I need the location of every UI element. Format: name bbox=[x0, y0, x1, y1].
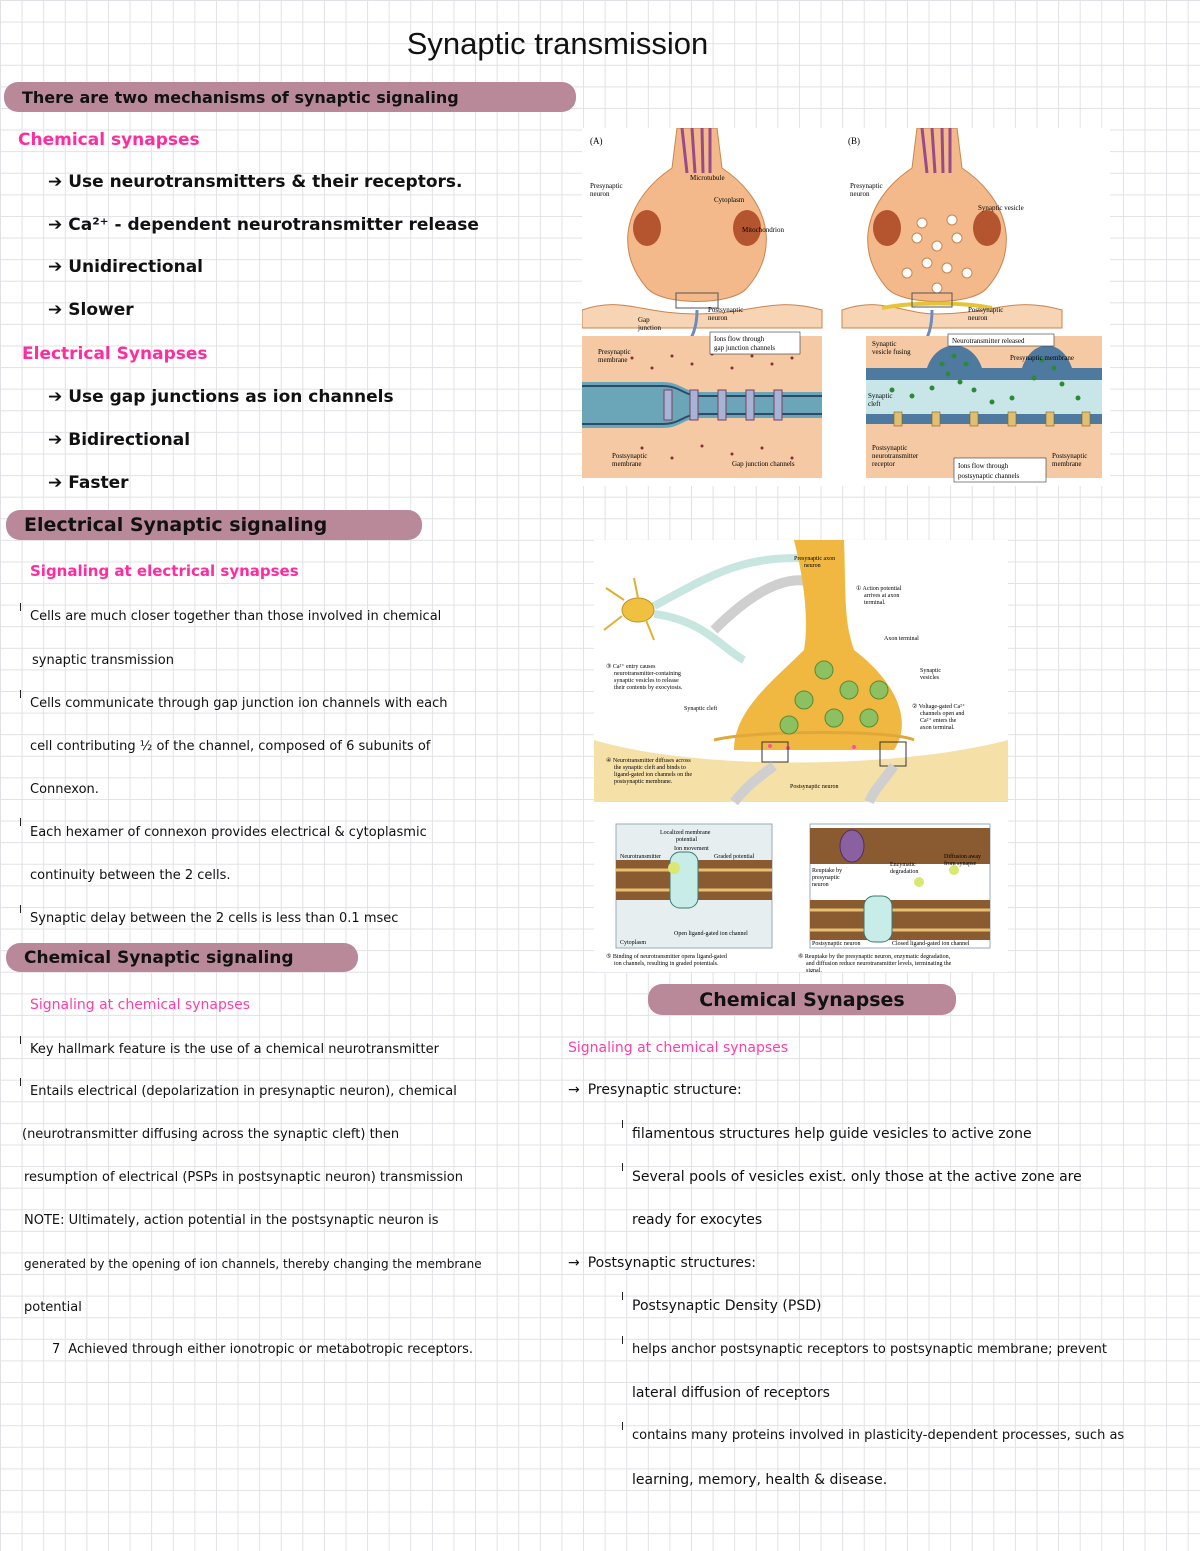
inset-ion-channel-closed bbox=[810, 824, 990, 948]
label-reuptake: Reuptake by bbox=[812, 868, 843, 874]
svg-text:neuron: neuron bbox=[812, 882, 829, 888]
label-presynaptic-b: Presynaptic bbox=[850, 182, 883, 190]
label-step5: ⑤ Binding of neurotransmitter opens ligand-gated bbox=[606, 954, 727, 960]
label-synaptic-vesicle: Synaptic vesicle bbox=[978, 204, 1024, 212]
bullet-tick bbox=[20, 1036, 21, 1044]
label-ions-flow-a: Ions flow through bbox=[714, 335, 765, 343]
arrow-icon: ➔ bbox=[48, 387, 63, 407]
list-item: ➔ Use gap junctions as ion channels bbox=[48, 387, 394, 407]
text-line: resumption of electrical (PSPs in postsynaptic neuron) transmission bbox=[24, 1170, 463, 1185]
label-receptor: Postsynaptic bbox=[872, 444, 908, 452]
svg-text:degradation: degradation bbox=[890, 869, 919, 875]
electrical-signaling-heading: Electrical Synaptic signaling bbox=[24, 514, 328, 536]
arrow-icon: ➔ bbox=[48, 215, 63, 235]
bullet-tick bbox=[622, 1163, 623, 1171]
intro-heading-pill bbox=[4, 82, 576, 112]
label-diffusion: Diffusion away bbox=[944, 854, 982, 860]
svg-text:receptor: receptor bbox=[872, 460, 895, 468]
list-item: ➔ Faster bbox=[48, 473, 129, 493]
list-item: ➔ Use neurotransmitters & their receptors. bbox=[48, 172, 463, 192]
list-item: ➔ Ca²⁺ - dependent neurotransmitter release bbox=[48, 215, 479, 235]
text-line: Postsynaptic Density (PSD) bbox=[632, 1298, 822, 1314]
page-title: Synaptic transmission bbox=[406, 26, 709, 61]
text-line: Several pools of vesicles exist. only those at the active zone are bbox=[632, 1169, 1082, 1185]
text-line: 7 Achieved through either ionotropic or metabotropic receptors. bbox=[52, 1342, 474, 1357]
label-microtubule: Microtubule bbox=[690, 174, 725, 182]
arrow-icon: → bbox=[568, 1082, 580, 1098]
chemical-synapses-label: Chemical synapses bbox=[18, 130, 200, 150]
svg-text:postsynaptic channels: postsynaptic channels bbox=[958, 472, 1020, 480]
text-line: lateral diffusion of receptors bbox=[632, 1385, 830, 1401]
svg-text:channels open and: channels open and bbox=[920, 711, 965, 717]
arrow-icon: ➔ bbox=[48, 473, 63, 493]
svg-text:vesicle fusing: vesicle fusing bbox=[872, 348, 911, 356]
text-line: filamentous structures help guide vesicles to active zone bbox=[632, 1126, 1032, 1142]
svg-text:axon terminal.: axon terminal. bbox=[920, 725, 955, 731]
label-closed-channel: Closed ligand-gated ion channel bbox=[892, 941, 970, 947]
bullet-tick bbox=[622, 1336, 623, 1344]
label-ions-flow-b: Ions flow through bbox=[958, 462, 1009, 470]
arrow-icon: ➔ bbox=[48, 430, 63, 450]
chemical-synapses-subheading: Signaling at chemical synapses bbox=[568, 1040, 789, 1056]
label-step4: ④ Neurotransmitter diffuses across bbox=[606, 758, 691, 764]
label-open-channel: Open ligand-gated ion channel bbox=[674, 931, 748, 937]
svg-text:their contents by exocytosis.: their contents by exocytosis. bbox=[614, 685, 683, 691]
label-axon-terminal: Axon terminal bbox=[884, 636, 919, 642]
svg-text:ion channels, resulting in gra: ion channels, resulting in graded potentials. bbox=[614, 961, 719, 967]
chemical-signaling-subheading: Signaling at chemical synapses bbox=[30, 997, 251, 1013]
svg-text:membrane: membrane bbox=[1052, 460, 1082, 468]
label-vesicle-fusing: Synaptic bbox=[872, 340, 897, 348]
label-step1: ① Action potential bbox=[856, 586, 902, 592]
label-nt-released: Neurotransmitter released bbox=[952, 337, 1025, 345]
svg-text:neuron: neuron bbox=[850, 190, 870, 198]
label-premembrane-a: Presynaptic bbox=[598, 348, 631, 356]
svg-text:neurotransmitter-containing: neurotransmitter-containing bbox=[614, 671, 681, 677]
bullet-tick bbox=[622, 1292, 623, 1300]
svg-text:synaptic vesicles to release: synaptic vesicles to release bbox=[614, 678, 679, 684]
bullet-tick bbox=[20, 1078, 21, 1086]
label-postsynaptic-neuron: Postsynaptic neuron bbox=[790, 784, 839, 790]
list-item: ➔ Unidirectional bbox=[48, 257, 204, 277]
bullet-tick bbox=[20, 603, 21, 611]
electrical-signaling-pill bbox=[6, 510, 422, 540]
bullet-tick bbox=[20, 905, 21, 913]
text-line: continuity between the 2 cells. bbox=[30, 868, 231, 883]
arrow-icon: ➔ bbox=[48, 257, 63, 277]
label-graded: Graded potential bbox=[714, 854, 755, 860]
chemical-synapse-steps-figure bbox=[594, 540, 1008, 972]
svg-text:the synaptic cleft and binds t: the synaptic cleft and binds to bbox=[614, 765, 686, 771]
svg-text:neuron: neuron bbox=[590, 190, 610, 198]
label-presynaptic-a: Presynaptic bbox=[590, 182, 623, 190]
svg-text:membrane: membrane bbox=[598, 356, 628, 364]
label-synaptic-vesicles: Synaptic bbox=[920, 668, 941, 674]
svg-text:neurotransmitter: neurotransmitter bbox=[872, 452, 919, 460]
synapse-comparison-figure bbox=[582, 128, 1110, 486]
text-line: Cells are much closer together than those involved in chemical bbox=[30, 609, 442, 624]
arrow-icon: → bbox=[568, 1255, 580, 1271]
svg-text:membrane: membrane bbox=[612, 460, 642, 468]
label-gap-channels: Gap junction channels bbox=[732, 460, 795, 468]
svg-text:neuron: neuron bbox=[968, 314, 988, 322]
svg-text:presynaptic: presynaptic bbox=[812, 875, 840, 881]
text-line: ready for exocytes bbox=[632, 1212, 763, 1228]
svg-text:junction: junction bbox=[638, 324, 661, 332]
text-line: Connexon. bbox=[30, 782, 99, 797]
text-line: Cells communicate through gap junction ion channels with each bbox=[30, 696, 448, 711]
bullet-tick bbox=[622, 1422, 623, 1430]
panel-a-label: (A) bbox=[590, 136, 603, 146]
list-item: ➔ Slower bbox=[48, 300, 134, 320]
svg-text:Ca²⁺ enters the: Ca²⁺ enters the bbox=[920, 718, 957, 724]
label-step2: ② Voltage-gated Ca²⁺ bbox=[912, 704, 966, 710]
svg-text:potential: potential bbox=[676, 837, 697, 843]
panel-b-label: (B) bbox=[848, 136, 860, 146]
label-cytoplasm: Cytoplasm bbox=[714, 196, 745, 204]
text-line: generated by the opening of ion channels, thereby changing the membrane bbox=[24, 1257, 482, 1271]
svg-text:signal.: signal. bbox=[806, 968, 822, 972]
chemical-synapses-pill bbox=[648, 984, 956, 1015]
label-postsyn: Postsynaptic neuron bbox=[812, 941, 861, 947]
text-line: learning, memory, health & disease. bbox=[632, 1472, 888, 1488]
label-step6: ⑥ Reuptake by the presynaptic neuron, enzymatic degradation, bbox=[798, 954, 951, 960]
label-postmembrane-a: Postsynaptic bbox=[612, 452, 648, 460]
svg-text:ligand-gated ion channels on t: ligand-gated ion channels on the bbox=[614, 772, 692, 778]
label-postsynaptic-a: Postsynaptic bbox=[708, 306, 744, 314]
text-line: (neurotransmitter diffusing across the synaptic cleft) then bbox=[22, 1127, 400, 1142]
text-line: cell contributing ½ of the channel, composed of 6 subunits of bbox=[30, 739, 431, 754]
electrical-synapses-label: Electrical Synapses bbox=[22, 344, 208, 364]
svg-text:neuron: neuron bbox=[708, 314, 728, 322]
label-postsynaptic-b: Postsynaptic bbox=[968, 306, 1004, 314]
svg-text:from synapse: from synapse bbox=[944, 861, 977, 867]
arrow-icon: ➔ bbox=[48, 172, 63, 192]
arrow-glyph: 7 bbox=[52, 1342, 61, 1357]
svg-text:arrives at axon: arrives at axon bbox=[864, 593, 900, 599]
arrow-icon: ➔ bbox=[48, 300, 63, 320]
electrical-signaling-subheading: Signaling at electrical synapses bbox=[30, 562, 299, 580]
label-premembrane-b: Presynaptic membrane bbox=[1010, 354, 1074, 362]
list-item: ➔ Bidirectional bbox=[48, 430, 191, 450]
label-mitochondrion: Mitochondrion bbox=[742, 226, 784, 234]
svg-text:neuron: neuron bbox=[804, 563, 821, 569]
bullet-tick bbox=[20, 690, 21, 698]
label-cleft: Synaptic bbox=[868, 392, 893, 400]
svg-text:and diffusion reduce neurotran: and diffusion reduce neurotransmitter levels, terminating the bbox=[806, 961, 952, 967]
label-synaptic-cleft: Synaptic cleft bbox=[684, 706, 718, 712]
label-localized: Localized membrane bbox=[660, 830, 711, 836]
text-line: NOTE: Ultimately, action potential in the postsynaptic neuron is bbox=[24, 1213, 439, 1228]
label-ion-movement: Ion movement bbox=[674, 846, 709, 852]
svg-text:postsynaptic membrane.: postsynaptic membrane. bbox=[614, 779, 673, 785]
bullet-tick bbox=[20, 818, 21, 826]
label-gap-junction: Gap bbox=[638, 316, 650, 324]
postsynaptic-structure-label: → Postsynaptic structures: bbox=[568, 1255, 757, 1271]
chemical-signaling-heading: Chemical Synaptic signaling bbox=[24, 947, 294, 968]
text-line: helps anchor postsynaptic receptors to postsynaptic membrane; prevent bbox=[632, 1342, 1107, 1357]
bullet-tick bbox=[622, 1120, 623, 1128]
label-postmembrane-b: Postsynaptic bbox=[1052, 452, 1088, 460]
label-cytoplasm-2: Cytoplasm bbox=[620, 940, 647, 946]
label-neurotransmitter: Neurotransmitter bbox=[620, 854, 661, 860]
svg-text:vesicles: vesicles bbox=[920, 675, 939, 681]
text-line: synaptic transmission bbox=[32, 653, 174, 668]
intro-heading: There are two mechanisms of synaptic signaling bbox=[22, 87, 459, 107]
text-line: Entails electrical (depolarization in presynaptic neuron), chemical bbox=[30, 1084, 457, 1099]
svg-text:terminal.: terminal. bbox=[864, 600, 886, 606]
chemical-signaling-pill bbox=[6, 943, 358, 972]
svg-text:cleft: cleft bbox=[868, 400, 881, 408]
text-line: Each hexamer of connexon provides electrical & cytoplasmic bbox=[30, 825, 427, 840]
label-axon: Presynaptic axon bbox=[794, 556, 836, 562]
text-line: Key hallmark feature is the use of a chemical neurotransmitter bbox=[30, 1042, 439, 1057]
label-step3: ③ Ca²⁺ entry causes bbox=[606, 664, 656, 670]
presynaptic-structure-label: → Presynaptic structure: bbox=[568, 1082, 742, 1098]
text-line: potential bbox=[24, 1300, 82, 1315]
chemical-synapses-heading: Chemical Synapses bbox=[699, 988, 905, 1011]
svg-text:gap junction channels: gap junction channels bbox=[714, 344, 776, 352]
label-enzymatic: Enzymatic bbox=[890, 862, 916, 868]
text-line: Synaptic delay between the 2 cells is less than 0.1 msec bbox=[30, 911, 399, 926]
text-line: contains many proteins involved in plasticity-dependent processes, such as bbox=[632, 1428, 1125, 1443]
